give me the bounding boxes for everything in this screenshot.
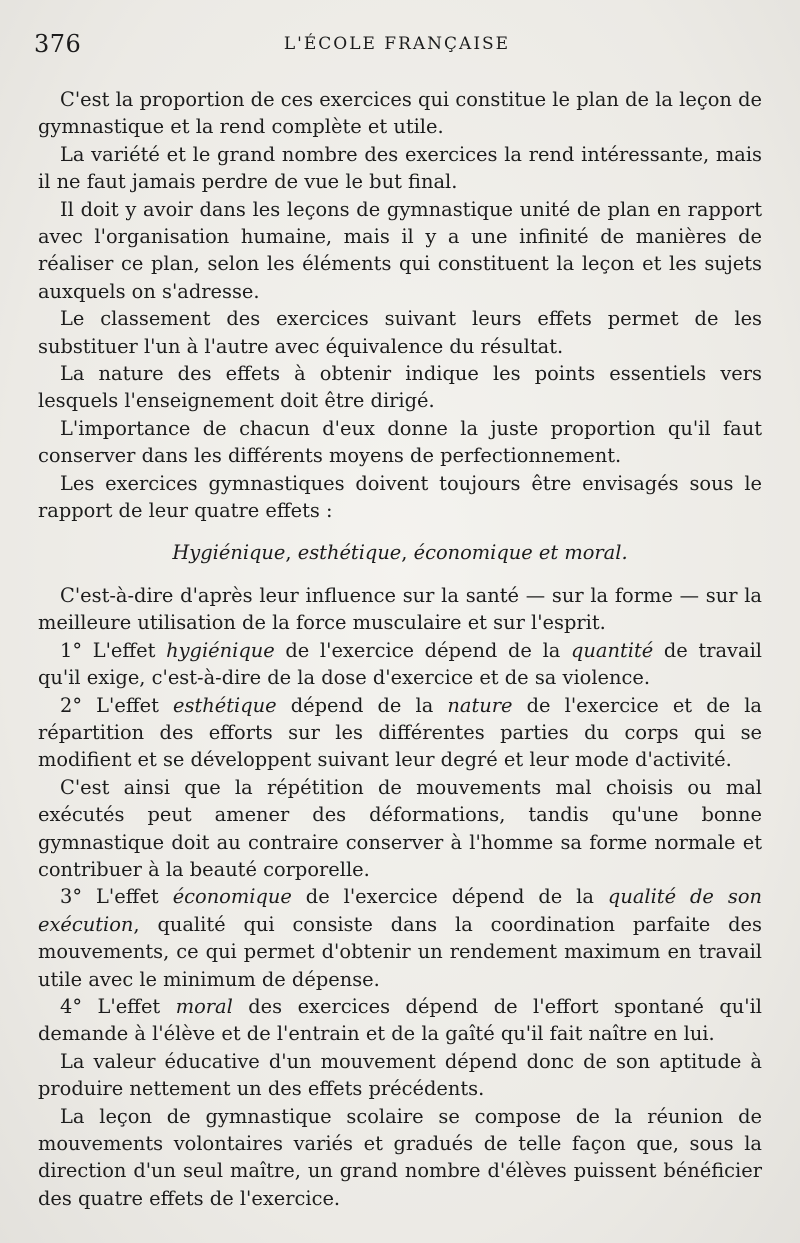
paragraph-3: Il doit y avoir dans les leçons de gymnastique unité de plan en rapport avec l'organisation humaine, mais il y a une infinité de manières de réaliser ce plan, selon les éléments qui constituent la leçon et les sujets auxquels on s'adresse. xyxy=(38,197,762,303)
separator: , xyxy=(401,540,414,564)
paragraph-10 xyxy=(38,692,762,774)
four-effects-line xyxy=(38,539,762,566)
emphasis: quantité xyxy=(571,638,654,662)
separator: , xyxy=(285,540,298,564)
emphasis: esthétique xyxy=(173,693,277,717)
text-run: de l'exercice et de la répartition des efforts sur les différentes parties du corps qui se modifient et se développent suivant leur degré et leur mode d'activité. xyxy=(38,693,762,772)
paragraph-15: La leçon de gymnastique scolaire se compose de la réunion de mouvements volontaires variés et gradués de telle façon que, sous la direction d'un seul maître, un grand nombre d'élèves puissent bénéficier des quatre effets de l'exercice. xyxy=(38,1104,762,1210)
text-run: 3° L'effet xyxy=(60,885,173,909)
text-run: des exercices dépend de l'effort spontané qu'il demande à l'élève et de l'entrain et de la gaîté qu'il fait naître en lui. xyxy=(38,995,762,1046)
effect-esthetique: esthétique xyxy=(297,540,402,564)
text-run: , qualité qui consiste dans la coordination parfaite des mouvements, ce qui permet d'obtenir un rendement maximum en travail utile avec le minimum de dépense. xyxy=(38,912,762,991)
page-header xyxy=(34,30,760,60)
body-text xyxy=(38,86,762,1212)
running-title: L'ÉCOLE FRANÇAISE xyxy=(283,34,511,54)
effect-hygienique: Hygiénique xyxy=(172,540,286,564)
text-run: 2° L'effet xyxy=(60,693,174,717)
paragraph-7: Les exercices gymnastiques doivent toujours être envisagés sous le rapport de leur quatre effets : xyxy=(38,471,762,523)
text-run: 1° L'effet xyxy=(60,638,167,662)
paragraph-13 xyxy=(38,993,762,1048)
emphasis: nature xyxy=(447,693,513,717)
page-number: 376 xyxy=(34,30,82,58)
text-run: de travail qu'il exige, c'est-à-dire de la dose d'exercice et de sa violence. xyxy=(38,638,762,690)
paragraph-14: La valeur éducative d'un mouvement dépend donc de son aptitude à produire nettement un des effets précédents. xyxy=(38,1049,762,1101)
emphasis: moral xyxy=(175,995,233,1018)
paragraph-9 xyxy=(38,637,762,692)
text-run: de l'exercice dépend de la xyxy=(291,885,608,909)
effect-economique-moral: économique et moral. xyxy=(413,540,628,564)
text-run: dépend de la xyxy=(276,693,448,717)
paragraph-6: L'importance de chacun d'eux donne la juste proportion qu'il faut conserver dans les différents moyens de perfectionnement. xyxy=(38,416,762,468)
text-run: 4° L'effet xyxy=(60,995,176,1018)
paragraph-8: C'est-à-dire d'après leur influence sur la santé — sur la forme — sur la meilleure utilisation de la force musculaire et sur l'esprit. xyxy=(38,583,762,635)
paragraph-12 xyxy=(38,883,762,993)
emphasis: hygiénique xyxy=(166,638,275,662)
paragraph-1: C'est la proportion de ces exercices qui constitue le plan de la leçon de gymnastique et la rend complète et utile. xyxy=(38,88,762,139)
text-run: de l'exercice dépend de la xyxy=(274,638,571,662)
paragraph-2: La variété et le grand nombre des exercices la rend intéressante, mais il ne faut jamais perdre de vue le but final. xyxy=(38,142,762,194)
emphasis: qualité de son exécution xyxy=(38,885,762,936)
paragraph-4: Le classement des exercices suivant leurs effets permet de les substituer l'un à l'autre avec équivalence du résultat. xyxy=(38,307,762,358)
emphasis: économique xyxy=(172,885,292,909)
paragraph-11: C'est ainsi que la répétition de mouvements mal choisis ou mal exécutés peut amener des déformations, tandis qu'une bonne gymnastique doit au contraire conserver à l'homme sa forme normale et contribuer à la beauté corporelle. xyxy=(38,775,762,881)
paragraph-5: La nature des effets à obtenir indique les points essentiels vers lesquels l'enseignement doit être dirigé. xyxy=(38,362,762,413)
